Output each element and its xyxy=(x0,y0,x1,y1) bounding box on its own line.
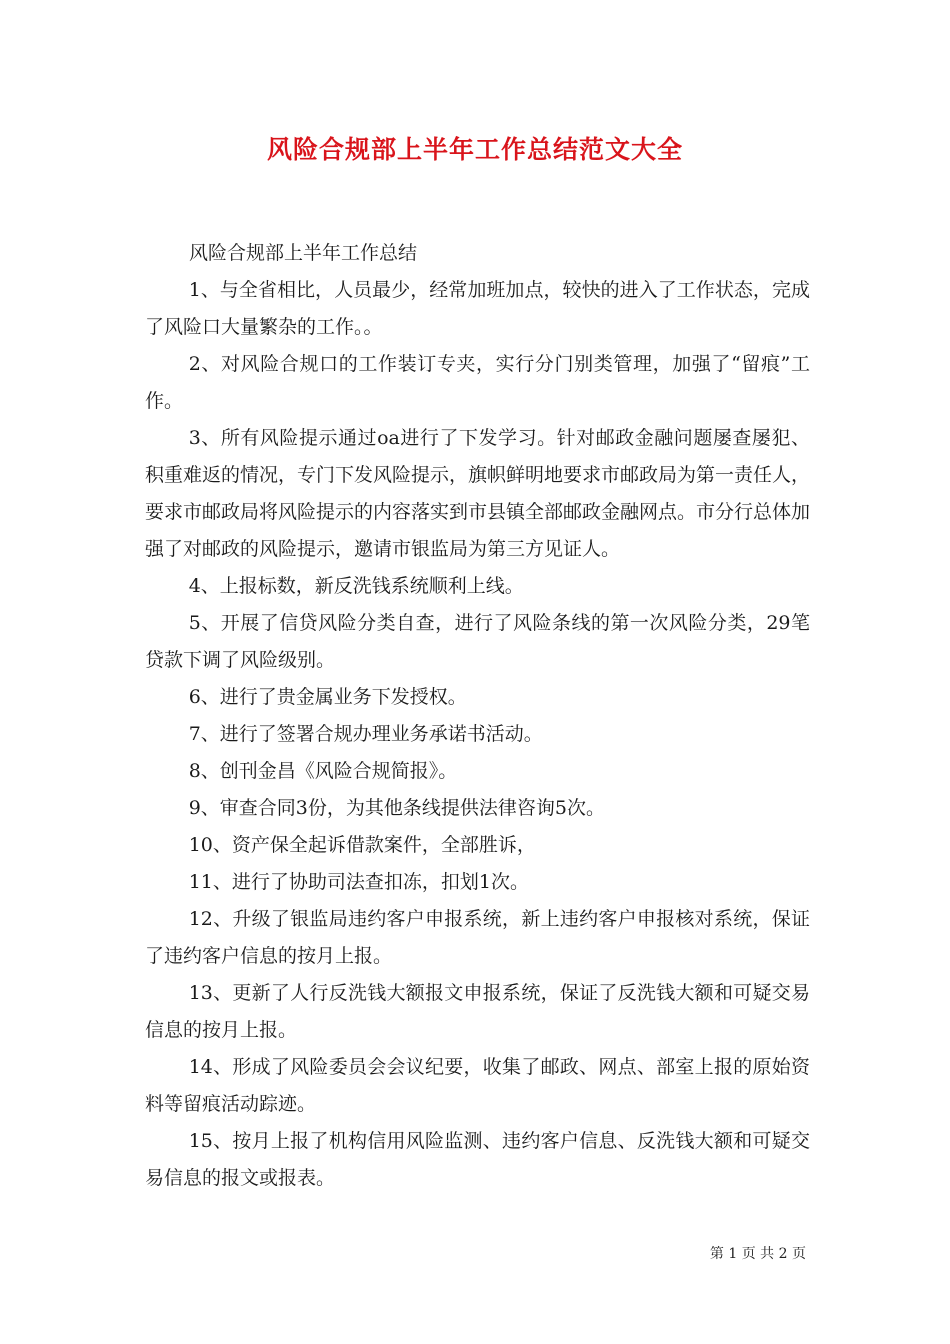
paragraph-10: 10、资产保全起诉借款案件，全部胜诉， xyxy=(188,834,536,856)
page-number-footer: 第 1 页 共 2 页 xyxy=(709,1246,806,1262)
paragraph-9: 9、审查合同3份，为其他条线提供法律咨询5次。 xyxy=(188,797,605,819)
paragraph-7: 7、进行了签署合规办理业务承诺书活动。 xyxy=(188,723,543,745)
paragraph-2: 2、对风险合规口的工作装订专夹，实行分门别类管理，加强了“留痕”工作。 xyxy=(145,353,810,412)
paragraph-4: 4、上报标数，新反洗钱系统顺利上线。 xyxy=(188,575,524,597)
paragraph-11: 11、进行了协助司法查扣冻，扣划1次。 xyxy=(188,871,529,893)
paragraph-15: 15、按月上报了机构信用风险监测、违约客户信息、反洗钱大额和可疑交易信息的报文或报表。 xyxy=(145,1130,810,1189)
document-body xyxy=(145,235,810,1197)
paragraph-1: 1、与全省相比，人员最少，经常加班加点，较快的进入了工作状态，完成了风险口大量繁杂的工作。。 xyxy=(145,279,810,338)
paragraph-14: 14、形成了风险委员会会议纪要，收集了邮政、网点、部室上报的原始资料等留痕活动踪迹。 xyxy=(145,1056,810,1115)
paragraph-8: 8、创刊金昌《风险合规简报》。 xyxy=(188,760,458,782)
paragraph-13: 13、更新了人行反洗钱大额报文申报系统，保证了反洗钱大额和可疑交易信息的按月上报。 xyxy=(145,982,810,1041)
document-subtitle: 风险合规部上半年工作总结 xyxy=(189,242,418,264)
paragraph-12: 12、升级了银监局违约客户申报系统，新上违约客户申报核对系统，保证了违约客户信息的按月上报。 xyxy=(145,908,810,967)
document-title: 风险合规部上半年工作总结范文大全 xyxy=(266,135,683,164)
paragraph-3: 3、所有风险提示通过oa进行了下发学习。针对邮政金融问题屡查屡犯、积重难返的情况，专门下发风险提示，旗帜鲜明地要求市邮政局为第一责任人，要求市邮政局将风险提示的内容落实到市县镇全部邮政金融网点。市分行总体加强了对邮政的风险提示，邀请市银监局为第三方见证人。 xyxy=(145,427,811,560)
paragraph-6: 6、进行了贵金属业务下发授权。 xyxy=(188,686,467,708)
paragraph-5: 5、开展了信贷风险分类自查，进行了风险条线的第一次风险分类，29笔贷款下调了风险级别。 xyxy=(145,612,810,671)
